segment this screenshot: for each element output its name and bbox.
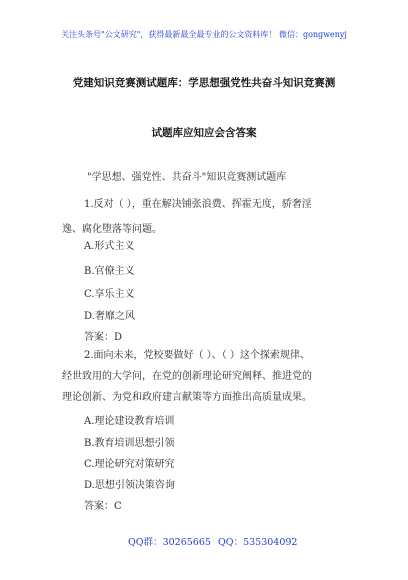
footer-qq-group: QQ群：30265665 xyxy=(128,537,211,548)
question-2-option-c: C.理论研究对策研究 xyxy=(84,459,175,470)
question-2-option-d: D.思想引领决策咨询 xyxy=(84,480,175,491)
question-1-option-a: A.形式主义 xyxy=(84,241,135,252)
question-1-stem-line1: 1.反对（ ），重在解决铺张浪费、挥霍无度，骄奢淫 xyxy=(84,199,312,210)
question-2-stem-line1: 2.面向未来，党校要做好（ ）、（ ）这个探索规律、 xyxy=(84,350,310,361)
document-title-line2: 试题库应知应会含答案 xyxy=(151,127,257,139)
question-1-option-d: D.奢靡之风 xyxy=(84,311,135,322)
question-1-stem-line2: 逸、腐化堕落等问题。 xyxy=(62,224,162,235)
question-1-option-c: C.享乐主义 xyxy=(84,289,135,300)
question-2-answer: 答案：C xyxy=(84,501,122,512)
footer-qq: QQ：535304092 xyxy=(218,537,298,548)
document-title-line1: 党建知识竞赛测试题库：学思想强党性共奋斗知识竞赛测 xyxy=(72,77,336,89)
question-2-stem-line3: 理论创新、为党和政府建言献策等方面推出高质量成果。 xyxy=(62,392,312,403)
question-2-option-b: B.教育培训思想引领 xyxy=(84,438,175,449)
question-2-option-a: A.理论建设教育培训 xyxy=(84,416,175,427)
document-subtitle: "学思想、强党性、共奋斗"知识竞赛测试题库 xyxy=(87,172,287,183)
question-1-option-b: B.官僚主义 xyxy=(84,266,135,277)
promo-banner: 关注头条号"公文研究"，获得最新最全最专业的公文资料库！ 微信：gongwenyj xyxy=(61,30,347,39)
question-2-stem-line2: 经世致用的大学问，在党的创新理论研究阐释、推进党的 xyxy=(62,371,312,382)
question-1-answer: 答案：D xyxy=(84,332,123,343)
